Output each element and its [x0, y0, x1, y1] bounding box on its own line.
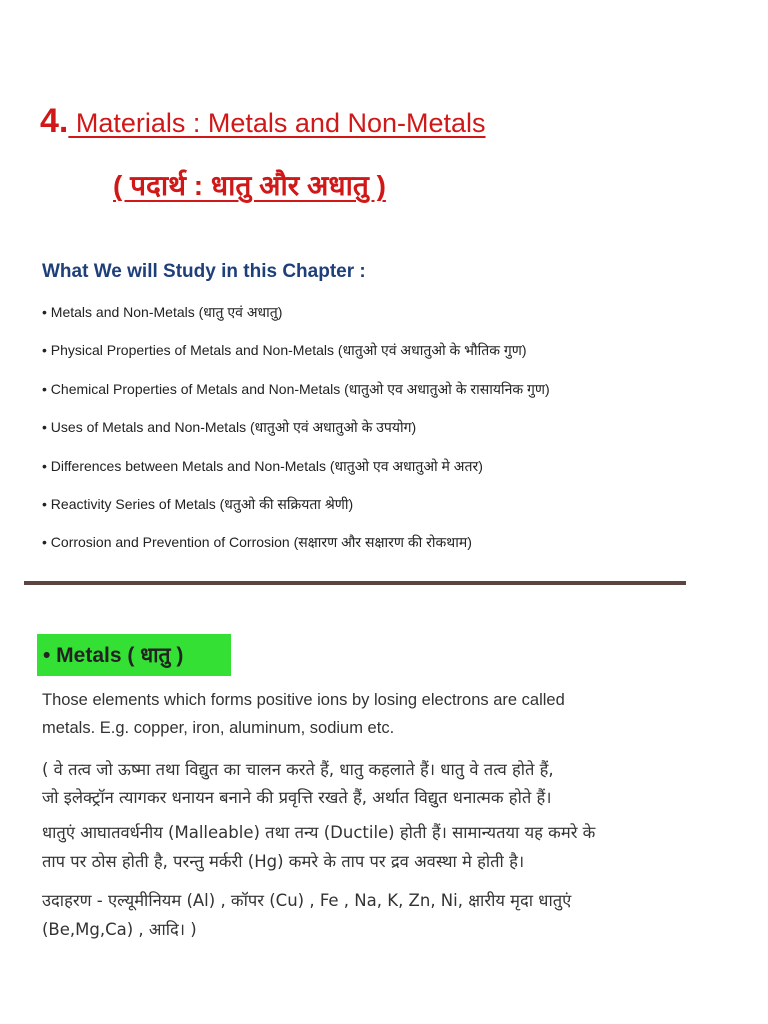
metals-hindi-line-2: जो इलेक्ट्रॉन त्यागकर धनायन बनाने की प्रवृत्ति रखते हैं, अर्थात विद्युत धनात्मक होते हैं। [42, 788, 552, 807]
section-divider [24, 581, 686, 585]
chapter-title [40, 102, 486, 141]
chapter-subtitle-hindi: ( पदार्थ : धातु और अधातु ) [113, 170, 386, 201]
chapter-title-text: Materials : Metals and Non-Metals [68, 108, 486, 138]
metals-hindi-line-3: धातुएं आघातवर्धनीय (Malleable) तथा तन्य (Ductile) होती हैं। सामान्यतया यह कमरे के [42, 823, 596, 842]
topic-item: • Uses of Metals and Non-Metals (धातुओ एवं अधातुओ के उपयोग) [42, 419, 417, 436]
metals-definition-line-2: metals. E.g. copper, iron, aluminum, sodium etc. [42, 719, 395, 737]
metals-hindi-line-4: ताप पर ठोस होती है, परन्तु मर्करी (Hg) कमरे के ताप पर द्रव अवस्था मे होती है। [42, 852, 525, 871]
metals-hindi-line-1: ( वे तत्व जो ऊष्मा तथा विद्युत का चालन करते हैं, धातु कहलाते हैं। धातु वे तत्व होते हैं, [42, 760, 554, 779]
metals-examples-line-1: उदाहरण - एल्यूमीनियम (Al) , कॉपर (Cu) , Fe , Na, K, Zn, Ni, क्षारीय मृदा धातुएं [42, 891, 572, 910]
study-topic-list [42, 300, 550, 569]
chapter-number: 4. [40, 102, 69, 140]
topic-item: • Differences between Metals and Non-Metals (धातुओ एव अधातुओ मे अतर) [42, 457, 483, 474]
topic-item: • Chemical Properties of Metals and Non-Metals (धातुओ एव अधातुओ के रासायनिक गुण) [42, 380, 550, 397]
metals-examples-line-2: (Be,Mg,Ca) , आदि। ) [42, 920, 197, 939]
metals-definition-line-1: Those elements which forms positive ions by losing electrons are called [42, 691, 565, 709]
study-heading: What We will Study in this Chapter : [42, 261, 366, 282]
metals-heading: • Metals ( धातु ) [37, 634, 231, 676]
topic-item: • Metals and Non-Metals (धातु एवं अधातु) [42, 304, 283, 320]
topic-item: • Reactivity Series of Metals (धतुओ की सक्रियता श्रेणी) [42, 495, 354, 512]
topic-item: • Physical Properties of Metals and Non-Metals (धातुओ एवं अधातुओ के भौतिक गुण) [42, 342, 527, 359]
topic-item: • Corrosion and Prevention of Corrosion (सक्षारण और सक्षारण की रोकथाम) [42, 534, 472, 551]
